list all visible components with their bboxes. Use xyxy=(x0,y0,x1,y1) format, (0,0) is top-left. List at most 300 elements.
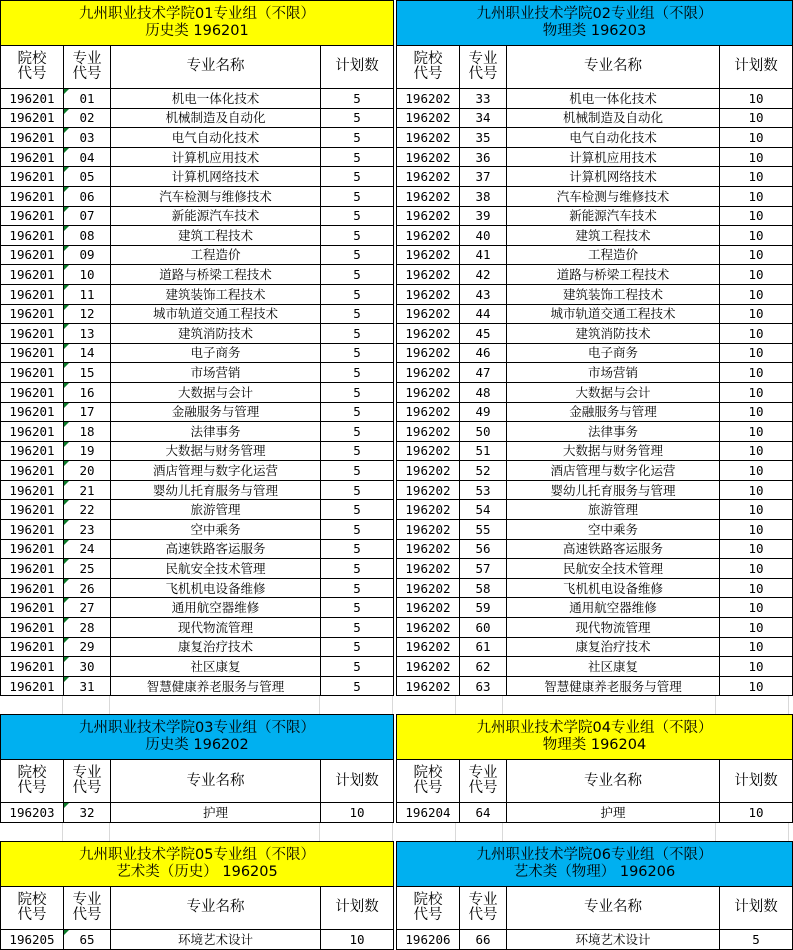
major-code-label-line1: 专业 xyxy=(72,765,102,782)
cell-major-code: 09 xyxy=(64,245,111,265)
cell-major-name: 建筑装饰工程技术 xyxy=(111,284,321,304)
table-row xyxy=(396,265,792,285)
table-row xyxy=(1,186,394,206)
cell-plan-count: 5 xyxy=(321,226,394,246)
cell-major-code: 02 xyxy=(64,108,111,128)
cell-major-name: 大数据与财务管理 xyxy=(506,441,719,461)
cell-major-code: 41 xyxy=(459,245,506,265)
group-table-3 xyxy=(0,714,394,823)
cell-school-code: 196201 xyxy=(1,618,64,638)
cell-school-code: 196202 xyxy=(396,520,459,540)
cell-plan-count: 5 xyxy=(321,245,394,265)
table-row xyxy=(1,520,394,540)
table-row xyxy=(1,284,394,304)
cell-major-name: 市场营销 xyxy=(111,363,321,383)
cell-school-code: 196201 xyxy=(1,206,64,226)
cell-school-code: 196202 xyxy=(396,108,459,128)
table-row xyxy=(396,539,792,559)
cell-school-code: 196202 xyxy=(396,578,459,598)
cell-plan-count: 5 xyxy=(321,657,394,677)
cell-major-code: 12 xyxy=(64,304,111,324)
table-row xyxy=(1,226,394,246)
column-header-plan-count: 计划数 xyxy=(719,760,792,803)
table-row xyxy=(396,324,792,344)
cell-major-code: 62 xyxy=(459,657,506,677)
table-row xyxy=(396,343,792,363)
cell-plan-count: 10 xyxy=(719,128,792,148)
cell-school-code: 196201 xyxy=(1,167,64,187)
column-header-plan-count: 计划数 xyxy=(719,887,792,930)
cell-plan-count: 10 xyxy=(719,520,792,540)
cell-major-name: 法律事务 xyxy=(506,422,719,442)
group-title-line2: 艺术类（历史） 196205 xyxy=(116,864,278,880)
cell-plan-count: 10 xyxy=(719,480,792,500)
table-row xyxy=(1,108,394,128)
cell-school-code: 196201 xyxy=(1,520,64,540)
column-header-row xyxy=(1,760,394,803)
table-row xyxy=(1,598,394,618)
table-row xyxy=(396,89,792,109)
cell-major-name: 机械制造及自动化 xyxy=(111,108,321,128)
cell-major-code: 40 xyxy=(459,226,506,246)
gap-cell xyxy=(503,696,716,714)
table-row xyxy=(396,402,792,422)
cell-school-code: 196202 xyxy=(396,676,459,696)
column-header-school-code xyxy=(396,760,459,803)
table-row xyxy=(396,108,792,128)
cell-school-code: 196201 xyxy=(1,422,64,442)
cell-major-code: 43 xyxy=(459,284,506,304)
column-header-major-code xyxy=(64,887,111,930)
group-title-line2: 物理类 196204 xyxy=(542,737,647,754)
cell-school-code: 196201 xyxy=(1,461,64,481)
cell-plan-count: 5 xyxy=(321,598,394,618)
cell-school-code: 196202 xyxy=(396,402,459,422)
table-row xyxy=(396,422,792,442)
cell-major-code: 11 xyxy=(64,284,111,304)
cell-school-code: 196202 xyxy=(396,441,459,461)
cell-major-name: 机械制造及自动化 xyxy=(506,108,719,128)
group-title xyxy=(1,1,394,46)
cell-school-code: 196201 xyxy=(1,382,64,402)
cell-plan-count: 10 xyxy=(719,89,792,109)
cell-plan-count: 10 xyxy=(719,539,792,559)
cell-major-code: 61 xyxy=(459,637,506,657)
group-title-line1: 九州职业技术学院06专业组（不限） xyxy=(476,846,713,863)
gap-cell xyxy=(503,823,716,841)
cell-major-name: 电气自动化技术 xyxy=(111,128,321,148)
cell-major-name: 通用航空器维修 xyxy=(506,598,719,618)
cell-school-code: 196201 xyxy=(1,559,64,579)
cell-major-name: 环境艺术设计 xyxy=(111,930,321,950)
cell-plan-count: 10 xyxy=(719,500,792,520)
column-header-major-name: 专业名称 xyxy=(111,46,321,89)
cell-major-code: 51 xyxy=(459,441,506,461)
cell-major-name: 现代物流管理 xyxy=(506,618,719,638)
column-header-row xyxy=(396,46,792,89)
column-header-major-code xyxy=(459,887,506,930)
cell-school-code: 196202 xyxy=(396,284,459,304)
group-table-2 xyxy=(396,0,793,696)
table-row xyxy=(396,284,792,304)
cell-plan-count: 10 xyxy=(719,637,792,657)
cell-major-code: 29 xyxy=(64,637,111,657)
cell-school-code: 196202 xyxy=(396,598,459,618)
cell-plan-count: 10 xyxy=(719,676,792,696)
cell-school-code: 196201 xyxy=(1,128,64,148)
table-row xyxy=(1,402,394,422)
cell-plan-count: 10 xyxy=(719,324,792,344)
column-header-row xyxy=(1,46,394,89)
table-row xyxy=(1,147,394,167)
cell-major-name: 电子商务 xyxy=(111,343,321,363)
cell-school-code: 196201 xyxy=(1,284,64,304)
table-row xyxy=(396,461,792,481)
cell-major-code: 31 xyxy=(64,676,111,696)
cell-school-code: 196201 xyxy=(1,637,64,657)
cell-plan-count: 10 xyxy=(719,441,792,461)
cell-major-code: 24 xyxy=(64,539,111,559)
cell-plan-count: 5 xyxy=(321,167,394,187)
cell-major-code: 58 xyxy=(459,578,506,598)
cell-school-code: 196205 xyxy=(1,930,64,950)
cell-major-code: 55 xyxy=(459,520,506,540)
cell-major-name: 道路与桥梁工程技术 xyxy=(111,265,321,285)
group-table-1 xyxy=(0,0,394,696)
cell-major-name: 建筑消防技术 xyxy=(506,324,719,344)
cell-school-code: 196202 xyxy=(396,500,459,520)
cell-major-code: 18 xyxy=(64,422,111,442)
cell-major-code: 48 xyxy=(459,382,506,402)
group-title xyxy=(396,1,792,46)
cell-major-code: 37 xyxy=(459,167,506,187)
cell-school-code: 196201 xyxy=(1,186,64,206)
school-code-label-line2: 代号 xyxy=(413,780,443,797)
table-row xyxy=(396,618,792,638)
cell-school-code: 196206 xyxy=(396,930,459,950)
table-row xyxy=(396,480,792,500)
group-title xyxy=(396,842,792,887)
cell-major-code: 30 xyxy=(64,657,111,677)
cell-major-code: 36 xyxy=(459,147,506,167)
table-row xyxy=(1,539,394,559)
cell-plan-count: 10 xyxy=(719,186,792,206)
cell-school-code: 196202 xyxy=(396,363,459,383)
column-header-plan-count: 计划数 xyxy=(321,760,394,803)
cell-major-name: 计算机应用技术 xyxy=(111,147,321,167)
school-code-label-line2: 代号 xyxy=(17,907,47,923)
gap-cell xyxy=(393,696,456,714)
table-row xyxy=(1,480,394,500)
cell-plan-count: 5 xyxy=(321,304,394,324)
cell-school-code: 196201 xyxy=(1,108,64,128)
table-row xyxy=(396,363,792,383)
school-code-label-line2: 代号 xyxy=(17,66,47,82)
cell-major-name: 社区康复 xyxy=(111,657,321,677)
cell-major-name: 汽车检测与维修技术 xyxy=(506,186,719,206)
group-title-line1: 九州职业技术学院02专业组（不限） xyxy=(476,5,713,22)
cell-plan-count: 10 xyxy=(719,598,792,618)
table-row xyxy=(1,167,394,187)
cell-major-code: 52 xyxy=(459,461,506,481)
table-row xyxy=(396,500,792,520)
table-row xyxy=(1,363,394,383)
cell-major-code: 14 xyxy=(64,343,111,363)
cell-major-name: 婴幼儿托育服务与管理 xyxy=(111,480,321,500)
cell-major-code: 17 xyxy=(64,402,111,422)
group-banner-row xyxy=(396,1,792,46)
group-title-line2: 艺术类（物理） 196206 xyxy=(513,864,676,880)
cell-major-code: 38 xyxy=(459,186,506,206)
gap-cell xyxy=(456,696,503,714)
cell-school-code: 196202 xyxy=(396,147,459,167)
cell-major-code: 44 xyxy=(459,304,506,324)
cell-major-name: 高速铁路客运服务 xyxy=(111,539,321,559)
cell-major-code: 19 xyxy=(64,441,111,461)
column-header-row xyxy=(396,887,792,930)
cell-major-code: 66 xyxy=(459,930,506,950)
cell-major-code: 46 xyxy=(459,343,506,363)
cell-major-name: 通用航空器维修 xyxy=(111,598,321,618)
cell-plan-count: 10 xyxy=(719,343,792,363)
school-code-label-line1: 院校 xyxy=(413,50,443,67)
table-row xyxy=(1,245,394,265)
group-title-line2: 物理类 196203 xyxy=(542,23,647,39)
school-code-label-line1: 院校 xyxy=(413,765,443,782)
cell-major-name: 婴幼儿托育服务与管理 xyxy=(506,480,719,500)
table-row xyxy=(396,128,792,148)
table-row xyxy=(396,637,792,657)
table-row xyxy=(396,226,792,246)
column-header-major-code xyxy=(459,46,506,89)
table-row xyxy=(396,598,792,618)
cell-plan-count: 5 xyxy=(321,539,394,559)
table-row xyxy=(396,304,792,324)
cell-school-code: 196202 xyxy=(396,539,459,559)
cell-major-name: 护理 xyxy=(506,803,719,823)
cell-major-code: 56 xyxy=(459,539,506,559)
cell-major-name: 护理 xyxy=(111,803,321,823)
cell-major-code: 34 xyxy=(459,108,506,128)
cell-major-code: 59 xyxy=(459,598,506,618)
cell-plan-count: 5 xyxy=(321,147,394,167)
cell-school-code: 196204 xyxy=(396,803,459,823)
cell-plan-count: 5 xyxy=(321,89,394,109)
cell-plan-count: 10 xyxy=(719,559,792,579)
cell-school-code: 196202 xyxy=(396,226,459,246)
cell-major-name: 工程造价 xyxy=(111,245,321,265)
cell-major-name: 现代物流管理 xyxy=(111,618,321,638)
cell-plan-count: 10 xyxy=(719,618,792,638)
cell-school-code: 196202 xyxy=(396,422,459,442)
school-code-label-line1: 院校 xyxy=(17,891,47,908)
cell-major-code: 22 xyxy=(64,500,111,520)
cell-plan-count: 5 xyxy=(321,363,394,383)
major-code-label-line2: 代号 xyxy=(72,907,102,923)
cell-plan-count: 10 xyxy=(321,803,394,823)
group-banner-row xyxy=(1,1,394,46)
cell-major-code: 49 xyxy=(459,402,506,422)
cell-plan-count: 5 xyxy=(321,402,394,422)
cell-major-name: 空中乘务 xyxy=(111,520,321,540)
section-3 xyxy=(0,841,793,950)
cell-major-code: 26 xyxy=(64,578,111,598)
gap-cell xyxy=(0,696,63,714)
column-header-school-code xyxy=(1,887,64,930)
group-title-line1: 九州职业技术学院05专业组（不限） xyxy=(79,846,315,863)
group-banner-row xyxy=(1,842,394,887)
cell-major-name: 空中乘务 xyxy=(506,520,719,540)
school-code-label-line2: 代号 xyxy=(413,907,443,923)
cell-major-name: 机电一体化技术 xyxy=(506,89,719,109)
cell-plan-count: 10 xyxy=(321,930,394,950)
cell-plan-count: 10 xyxy=(719,265,792,285)
school-code-label-line2: 代号 xyxy=(17,780,47,797)
cell-plan-count: 5 xyxy=(321,186,394,206)
table-row xyxy=(1,500,394,520)
cell-major-name: 机电一体化技术 xyxy=(111,89,321,109)
gap-cell xyxy=(110,696,320,714)
major-code-label-line1: 专业 xyxy=(468,891,498,908)
cell-school-code: 196202 xyxy=(396,167,459,187)
cell-school-code: 196202 xyxy=(396,245,459,265)
cell-school-code: 196201 xyxy=(1,324,64,344)
cell-plan-count: 5 xyxy=(321,382,394,402)
column-header-major-code xyxy=(64,760,111,803)
table-row xyxy=(396,441,792,461)
gap-cell xyxy=(716,823,789,841)
table-row xyxy=(1,559,394,579)
table-row xyxy=(1,578,394,598)
cell-major-name: 大数据与会计 xyxy=(506,382,719,402)
cell-school-code: 196201 xyxy=(1,265,64,285)
group-banner-row xyxy=(396,715,792,760)
cell-school-code: 196201 xyxy=(1,245,64,265)
cell-plan-count: 10 xyxy=(719,245,792,265)
table-row xyxy=(1,618,394,638)
school-code-label-line1: 院校 xyxy=(17,765,47,782)
cell-plan-count: 5 xyxy=(321,461,394,481)
cell-major-name: 酒店管理与数字化运营 xyxy=(111,461,321,481)
table-row xyxy=(396,559,792,579)
cell-major-name: 康复治疗技术 xyxy=(111,637,321,657)
cell-plan-count: 10 xyxy=(719,578,792,598)
cell-school-code: 196201 xyxy=(1,598,64,618)
cell-major-code: 42 xyxy=(459,265,506,285)
group-title xyxy=(1,715,394,760)
section-gap xyxy=(0,696,793,714)
cell-school-code: 196202 xyxy=(396,637,459,657)
cell-major-code: 01 xyxy=(64,89,111,109)
cell-major-name: 电子商务 xyxy=(506,343,719,363)
column-header-school-code xyxy=(396,887,459,930)
cell-school-code: 196202 xyxy=(396,304,459,324)
table-row xyxy=(1,657,394,677)
cell-major-code: 08 xyxy=(64,226,111,246)
cell-major-name: 道路与桥梁工程技术 xyxy=(506,265,719,285)
group-table-4 xyxy=(396,714,793,823)
cell-school-code: 196202 xyxy=(396,618,459,638)
cell-plan-count: 10 xyxy=(719,226,792,246)
cell-major-name: 计算机网络技术 xyxy=(111,167,321,187)
cell-plan-count: 10 xyxy=(719,657,792,677)
cell-plan-count: 5 xyxy=(321,422,394,442)
cell-major-name: 酒店管理与数字化运营 xyxy=(506,461,719,481)
cell-major-code: 54 xyxy=(459,500,506,520)
gap-cell xyxy=(63,823,110,841)
major-code-label-line1: 专业 xyxy=(468,50,498,67)
table-row xyxy=(1,637,394,657)
column-header-school-code xyxy=(1,760,64,803)
group-title-line1: 九州职业技术学院01专业组（不限） xyxy=(79,5,315,22)
table-row xyxy=(396,167,792,187)
gap-cell xyxy=(456,823,503,841)
cell-major-name: 金融服务与管理 xyxy=(111,402,321,422)
school-code-label-line1: 院校 xyxy=(413,891,443,908)
cell-major-name: 建筑工程技术 xyxy=(506,226,719,246)
cell-plan-count: 5 xyxy=(321,676,394,696)
cell-major-name: 大数据与财务管理 xyxy=(111,441,321,461)
major-code-label-line2: 代号 xyxy=(468,66,498,82)
cell-school-code: 196201 xyxy=(1,441,64,461)
cell-major-name: 建筑消防技术 xyxy=(111,324,321,344)
cell-school-code: 196201 xyxy=(1,363,64,383)
cell-major-name: 旅游管理 xyxy=(111,500,321,520)
cell-school-code: 196202 xyxy=(396,657,459,677)
cell-school-code: 196203 xyxy=(1,803,64,823)
cell-major-code: 39 xyxy=(459,206,506,226)
section-gap xyxy=(0,823,793,841)
major-code-label-line2: 代号 xyxy=(72,780,102,797)
cell-school-code: 196202 xyxy=(396,480,459,500)
cell-major-name: 大数据与会计 xyxy=(111,382,321,402)
cell-school-code: 196202 xyxy=(396,343,459,363)
cell-school-code: 196201 xyxy=(1,147,64,167)
gap-cell xyxy=(716,696,789,714)
table-row xyxy=(1,930,394,950)
gap-cell xyxy=(320,696,393,714)
cell-major-name: 旅游管理 xyxy=(506,500,719,520)
cell-major-code: 60 xyxy=(459,618,506,638)
cell-school-code: 196201 xyxy=(1,89,64,109)
table-row xyxy=(396,382,792,402)
table-row xyxy=(396,245,792,265)
cell-plan-count: 5 xyxy=(321,206,394,226)
cell-school-code: 196202 xyxy=(396,206,459,226)
cell-school-code: 196202 xyxy=(396,324,459,344)
table-row xyxy=(396,578,792,598)
cell-major-code: 21 xyxy=(64,480,111,500)
cell-plan-count: 5 xyxy=(321,265,394,285)
table-row xyxy=(1,382,394,402)
cell-plan-count: 10 xyxy=(719,206,792,226)
cell-school-code: 196202 xyxy=(396,128,459,148)
column-header-plan-count: 计划数 xyxy=(321,887,394,930)
cell-school-code: 196202 xyxy=(396,186,459,206)
cell-plan-count: 5 xyxy=(719,930,792,950)
table-row xyxy=(1,461,394,481)
major-code-label-line2: 代号 xyxy=(72,66,102,82)
cell-major-name: 新能源汽车技术 xyxy=(506,206,719,226)
cell-major-code: 35 xyxy=(459,128,506,148)
column-header-school-code xyxy=(396,46,459,89)
cell-major-name: 飞机机电设备维修 xyxy=(506,578,719,598)
cell-major-code: 47 xyxy=(459,363,506,383)
cell-plan-count: 5 xyxy=(321,343,394,363)
cell-major-code: 20 xyxy=(64,461,111,481)
column-header-plan-count: 计划数 xyxy=(321,46,394,89)
cell-major-code: 45 xyxy=(459,324,506,344)
